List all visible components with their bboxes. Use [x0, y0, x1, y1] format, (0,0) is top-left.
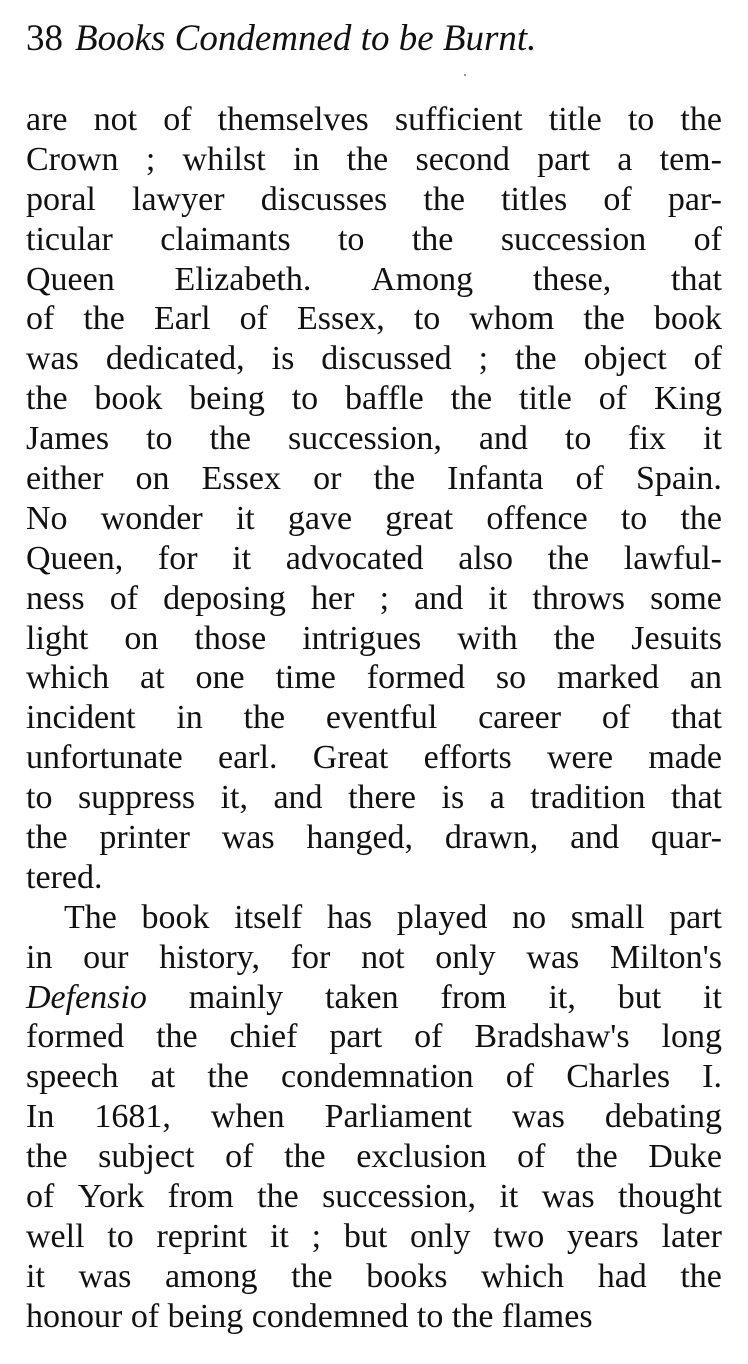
- word: subject: [98, 1138, 195, 1176]
- word: of: [601, 699, 631, 737]
- text-line: [26, 1097, 722, 1137]
- word: one: [195, 659, 245, 697]
- text-line: [26, 1017, 722, 1057]
- text-line: [26, 1057, 722, 1097]
- word: long: [661, 1018, 722, 1056]
- word: some: [650, 579, 722, 617]
- word: the: [547, 539, 590, 577]
- word: was: [526, 938, 580, 976]
- word: of: [163, 101, 192, 138]
- word: these,: [532, 260, 612, 298]
- word: of: [603, 180, 632, 218]
- word: advocated: [285, 539, 424, 577]
- word: object: [583, 340, 667, 378]
- word: of: [598, 380, 628, 418]
- word: of: [575, 460, 604, 498]
- word: In: [26, 1098, 55, 1136]
- word: tem-: [659, 140, 722, 178]
- word: on: [124, 619, 159, 657]
- word: of: [26, 1178, 55, 1216]
- word: with: [457, 619, 518, 657]
- word: was: [78, 1257, 132, 1295]
- word: it: [232, 539, 252, 577]
- word: or: [313, 460, 342, 498]
- word: it: [235, 499, 255, 537]
- text-line: [26, 1137, 722, 1177]
- text-line: [26, 379, 722, 419]
- word: small: [570, 898, 645, 936]
- word: in: [176, 699, 203, 737]
- word: part: [329, 1018, 383, 1056]
- word: Parliament: [324, 1098, 472, 1136]
- word: the: [515, 340, 557, 378]
- word: of: [517, 1138, 546, 1176]
- word: tradition: [530, 779, 646, 817]
- word: the: [553, 619, 596, 657]
- word: Crown: [26, 140, 119, 178]
- word: the: [207, 1058, 249, 1096]
- text-line: [26, 539, 722, 579]
- text-line: [26, 818, 722, 858]
- word: part: [669, 898, 722, 936]
- word: chief: [229, 1018, 298, 1056]
- word: to: [26, 779, 53, 817]
- word: at: [140, 659, 165, 697]
- word: of: [693, 340, 722, 378]
- word: printer: [99, 819, 190, 857]
- word: Essex: [201, 460, 281, 498]
- word: but: [343, 1217, 388, 1255]
- word: was: [541, 1178, 595, 1216]
- word: of: [26, 300, 55, 338]
- word: in: [26, 938, 53, 976]
- word: well: [26, 1217, 85, 1255]
- word: is: [441, 779, 465, 817]
- word: not: [361, 938, 405, 976]
- word: Charles: [566, 1058, 671, 1096]
- word: only: [410, 1217, 471, 1255]
- word: poral: [26, 180, 96, 218]
- text-line: [26, 339, 722, 379]
- word: whom: [469, 300, 555, 338]
- word: the: [576, 1138, 618, 1176]
- word: Among: [371, 260, 474, 298]
- word: in: [292, 140, 320, 178]
- word: the: [680, 499, 722, 537]
- word: to: [107, 1217, 134, 1255]
- word: unfortunate: [26, 739, 183, 777]
- word: offence: [486, 499, 588, 537]
- word: books: [366, 1257, 448, 1295]
- word: were: [547, 739, 614, 777]
- body-text: [26, 100, 722, 1337]
- word: later: [661, 1217, 722, 1255]
- word: formed: [366, 659, 465, 697]
- word: two: [493, 1217, 545, 1255]
- word: dedicated,: [105, 340, 245, 378]
- word: it: [26, 1257, 45, 1295]
- word: tered.: [26, 858, 103, 896]
- word: hanged,: [306, 819, 414, 857]
- word: Infanta: [447, 460, 544, 498]
- word: to: [413, 300, 441, 338]
- word: par-: [667, 180, 722, 218]
- word: I.: [702, 1058, 722, 1096]
- word: being: [167, 1297, 244, 1335]
- word: to: [620, 499, 648, 537]
- word: to: [627, 101, 655, 138]
- word: time: [275, 659, 336, 697]
- word: to: [146, 420, 173, 458]
- word: Duke: [648, 1138, 722, 1176]
- word: among: [164, 1257, 258, 1295]
- word: ticular: [26, 220, 113, 258]
- word: of: [239, 300, 268, 338]
- word: ;: [379, 579, 390, 617]
- word: whilst: [182, 140, 266, 178]
- word: title: [519, 380, 572, 418]
- word: was: [221, 819, 275, 857]
- word: the: [583, 300, 625, 338]
- word: King: [653, 380, 722, 418]
- word: to: [564, 420, 592, 458]
- text-line: [26, 459, 722, 499]
- word: Bradshaw's: [474, 1018, 630, 1056]
- word: condemned: [251, 1297, 409, 1335]
- word: succession,: [287, 420, 442, 458]
- word: wonder: [100, 499, 203, 537]
- word: light: [26, 619, 89, 657]
- word: fix: [628, 420, 667, 458]
- word: is: [271, 340, 295, 378]
- page-number: 38: [26, 18, 63, 59]
- word: exclusion: [356, 1138, 487, 1176]
- text-line: [26, 698, 722, 738]
- word: our: [83, 938, 129, 976]
- word: of: [505, 1058, 535, 1096]
- word: No: [26, 499, 68, 537]
- word: the: [450, 380, 493, 418]
- text-line: [26, 579, 722, 619]
- word: book: [94, 380, 163, 418]
- word: lawful-: [623, 539, 722, 577]
- word: marked: [557, 659, 659, 697]
- word: and: [478, 420, 528, 458]
- text-line: [26, 499, 722, 539]
- word: Spain.: [635, 460, 722, 498]
- word: book: [141, 898, 210, 936]
- word: claimants: [160, 220, 291, 258]
- word: discusses: [260, 180, 388, 218]
- word: the: [423, 180, 465, 218]
- word: a: [617, 140, 633, 178]
- word: the: [209, 420, 251, 458]
- word: reprint: [156, 1217, 248, 1255]
- word: are: [26, 101, 68, 138]
- text-line: [26, 778, 722, 818]
- word: the: [26, 819, 68, 857]
- text-line: [26, 260, 722, 300]
- word: no: [512, 898, 547, 936]
- word: the: [284, 1138, 326, 1176]
- text-line: [26, 619, 722, 659]
- word: thought: [618, 1178, 722, 1216]
- print-speck: [464, 74, 466, 76]
- word: earl.: [218, 739, 278, 777]
- word: it: [269, 1217, 289, 1255]
- word: ;: [145, 140, 156, 178]
- running-head: [26, 14, 536, 64]
- text-line: [26, 898, 722, 938]
- word: honour: [26, 1297, 123, 1335]
- text-line: [26, 1217, 722, 1257]
- word: of: [130, 1297, 160, 1335]
- word: but: [617, 978, 662, 1016]
- word: and: [570, 819, 620, 857]
- word: drawn,: [444, 819, 539, 857]
- word: the: [83, 300, 125, 338]
- word: title: [548, 101, 602, 138]
- word: succession,: [322, 1178, 476, 1216]
- word: career: [478, 699, 562, 737]
- word: throws: [532, 579, 625, 617]
- word: mainly: [188, 978, 284, 1016]
- word: the: [26, 1138, 68, 1176]
- word: titles: [501, 180, 568, 218]
- word: deposing: [163, 579, 286, 617]
- word: it: [488, 579, 508, 617]
- word: ;: [311, 1217, 322, 1255]
- word: played: [396, 898, 488, 936]
- word: it: [499, 1178, 519, 1216]
- text-line: [26, 978, 722, 1018]
- word: has: [326, 898, 373, 936]
- word: itself: [234, 898, 303, 936]
- word: the: [26, 380, 68, 418]
- word: the: [346, 140, 389, 178]
- word: a: [489, 779, 505, 817]
- word: ;: [478, 340, 489, 378]
- word: Queen: [26, 260, 115, 298]
- text-line: [26, 1257, 722, 1297]
- word: Great: [312, 739, 389, 777]
- word: for: [290, 938, 331, 976]
- word: discussed: [321, 340, 452, 378]
- running-title: Books Condemned to be Burnt.: [75, 18, 537, 59]
- word: the: [680, 1257, 722, 1295]
- word: great: [385, 499, 454, 537]
- word: only: [435, 938, 496, 976]
- word: Essex,: [296, 300, 385, 338]
- text-line: [26, 419, 722, 459]
- word: second: [415, 140, 510, 178]
- word: the: [156, 1018, 198, 1056]
- word: of: [225, 1138, 254, 1176]
- word: 1681,: [94, 1098, 171, 1136]
- word: quar-: [650, 819, 722, 857]
- word: Queen,: [26, 539, 124, 577]
- word: York: [77, 1178, 145, 1216]
- word: speech: [26, 1058, 119, 1096]
- word: intrigues: [302, 619, 422, 657]
- word: it,: [220, 779, 248, 817]
- word: that: [671, 260, 722, 298]
- word: Elizabeth.: [174, 260, 312, 298]
- text-line: [26, 299, 722, 339]
- word: it,: [548, 978, 576, 1016]
- word: the: [451, 1297, 494, 1335]
- word: gave: [287, 499, 353, 537]
- text-line: [26, 100, 722, 140]
- word: book: [653, 300, 722, 338]
- word: the: [680, 101, 722, 138]
- word: history,: [159, 938, 260, 976]
- word: James: [26, 420, 110, 458]
- word: the: [257, 1178, 299, 1216]
- word: to: [337, 220, 365, 258]
- text-line: [26, 140, 722, 180]
- word: those: [194, 619, 267, 657]
- word: baffle: [345, 380, 424, 418]
- word: eventful: [325, 699, 438, 737]
- word: from: [440, 978, 507, 1016]
- word: that: [671, 779, 722, 817]
- text-line: [26, 220, 722, 260]
- text-line: [26, 180, 722, 220]
- word: the: [373, 460, 416, 498]
- word: Milton's: [610, 938, 722, 976]
- word: of: [693, 220, 722, 258]
- word: efforts: [423, 739, 512, 777]
- word: it: [703, 420, 722, 458]
- word: sufficient: [394, 101, 523, 138]
- word: had: [597, 1257, 647, 1295]
- word: lawyer: [132, 180, 225, 218]
- word: on: [135, 460, 170, 498]
- word: themselves: [217, 101, 369, 138]
- word: Defensio: [26, 978, 147, 1016]
- word: suppress: [77, 779, 196, 817]
- word: Jesuits: [631, 619, 722, 657]
- text-line: [26, 858, 722, 898]
- word: her: [311, 579, 355, 617]
- word: being: [189, 380, 265, 418]
- word: of: [109, 579, 139, 617]
- word: The: [64, 898, 117, 936]
- word: that: [670, 699, 722, 737]
- word: succession: [500, 220, 647, 258]
- word: the: [243, 699, 286, 737]
- word: was: [26, 340, 79, 378]
- word: years: [567, 1217, 639, 1255]
- word: which: [26, 659, 110, 697]
- word: made: [648, 739, 722, 777]
- word: to: [291, 380, 319, 418]
- word: the: [291, 1257, 333, 1295]
- word: it: [703, 978, 722, 1016]
- word: there: [348, 779, 417, 817]
- word: at: [150, 1058, 176, 1096]
- word: debating: [604, 1098, 722, 1136]
- word: for: [157, 539, 198, 577]
- word: ness: [26, 579, 85, 617]
- word: of: [414, 1018, 443, 1056]
- word: part: [537, 140, 591, 178]
- word: formed: [26, 1018, 125, 1056]
- text-line: [26, 1177, 722, 1217]
- text-line: [26, 658, 722, 698]
- word: from: [167, 1178, 234, 1216]
- word: so: [495, 659, 527, 697]
- text-line: [26, 738, 722, 778]
- word: and: [273, 779, 323, 817]
- text-line: [26, 938, 722, 978]
- text-line: [26, 1297, 722, 1337]
- word: an: [689, 659, 722, 697]
- word: not: [93, 101, 138, 138]
- word: condemnation: [280, 1058, 474, 1096]
- word: also: [458, 539, 513, 577]
- word: incident: [26, 699, 136, 737]
- word: was: [511, 1098, 565, 1136]
- word: taken: [325, 978, 399, 1016]
- word: which: [481, 1257, 565, 1295]
- word: the: [411, 220, 454, 258]
- word: to: [416, 1297, 444, 1335]
- word: and: [414, 579, 464, 617]
- word: flames: [501, 1297, 593, 1335]
- word: when: [210, 1098, 285, 1136]
- word: either: [26, 460, 104, 498]
- word: Earl: [153, 300, 211, 338]
